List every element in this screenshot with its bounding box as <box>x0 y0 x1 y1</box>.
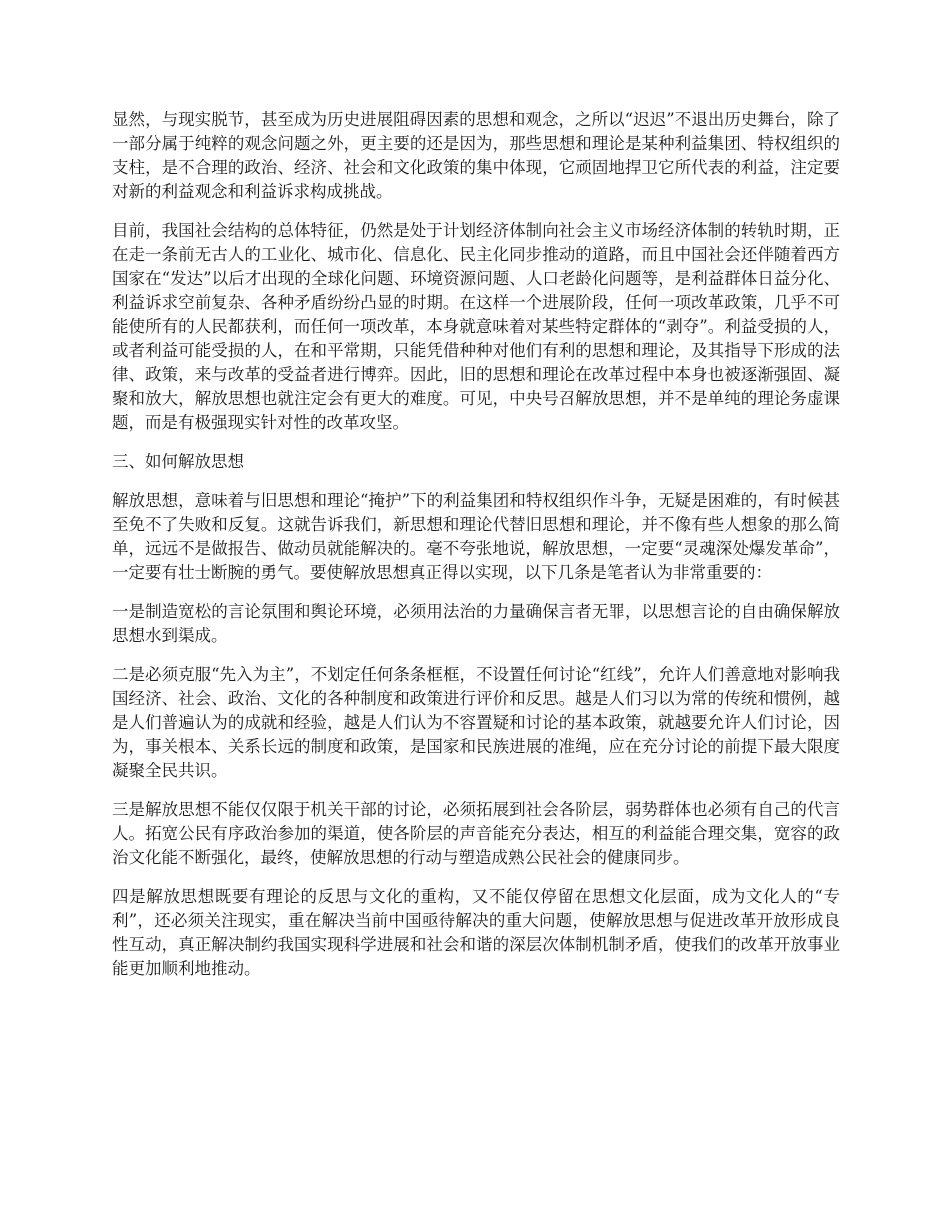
paragraph-1: 显然，与现实脱节，甚至成为历史进展阻碍因素的思想和观念，之所以“迟迟”不退出历史舞台，除了一部分属于纯粹的观念问题之外，更主要的还是因为，那些思想和理论是某种利益集团、特权组织的支柱，是不合理的政治、经济、社会和文化政策的集中体现，它顽固地捍卫它所代表的利益，注定要对新的利益观念和利益诉求构成挑战。 <box>112 110 840 201</box>
paragraph-5: 二是必须克服“先入为主”，不划定任何条条框框，不设置任何讨论“红线”，允许人们善意地对影响我国经济、社会、政治、文化的各种制度和政策进行评价和反思。越是人们习以为常的传统和惯例，越是人们普遍认为的成就和经验，越是人们认为不容置疑和讨论的基本政策，就越要允许人们讨论，因为，事关根本、关系长远的制度和政策，是国家和民族进展的准绳，应在充分讨论的前提下最大限度凝聚全民共识。 <box>112 665 840 780</box>
paragraph-6: 三是解放思想不能仅仅限于机关干部的讨论，必须拓展到社会各阶层，弱势群体也必须有自己的代言人。拓宽公民有序政治参加的渠道，使各阶层的声音能充分表达，相互的利益能合理交集，宽容的政治文化能不断强化，最终，使解放思想的行动与塑造成熟公民社会的健康同步。 <box>112 800 840 867</box>
paragraph-7: 四是解放思想既要有理论的反思与文化的重构，又不能仅停留在思想文化层面，成为文化人的“专利”，还必须关注现实，重在解决当前中国亟待解决的重大问题，使解放思想与促进改革开放形成良性互动，真正解决制约我国实现科学进展和社会和谐的深层次体制机制矛盾，使我们的改革开放事业能更加顺利地推动。 <box>112 887 840 978</box>
paragraph-4: 一是制造宽松的言论氛围和舆论环境，必须用法治的力量确保言者无罪，以思想言论的自由确保解放思想水到渠成。 <box>112 602 840 645</box>
section-heading: 三、如何解放思想 <box>112 452 244 471</box>
document-body <box>112 108 840 996</box>
paragraph-2: 目前，我国社会结构的总体特征，仍然是处于计划经济体制向社会主义市场经济体制的转轨时期，正在走一条前无古人的工业化、城市化、信息化、民主化同步推动的道路，而且中国社会还伴随着西方国家在“发达”以后才出现的全球化问题、环境资源问题、人口老龄化问题等，是利益群体日益分化、利益诉求空前复杂、各种矛盾纷纷凸显的时期。在这样一个进展阶段，任何一项改革政策，几乎不可能使所有的人民都获利，而任何一项改革，本身就意味着对某些特定群体的“剥夺”。利益受损的人，或者利益可能受损的人，在和平常期，只能凭借种种对他们有利的思想和理论，及其指导下形成的法律、政策，来与改革的受益者进行博弈。因此，旧的思想和理论在改革过程中本身也被逐渐强固、凝聚和放大，解放思想也就注定会有更大的难度。可见，中央号召解放思想，并不是单纯的理论务虚课题，而是有极强现实针对性的改革攻坚。 <box>112 221 840 432</box>
paragraph-3: 解放思想，意味着与旧思想和理论“掩护”下的利益集团和特权组织作斗争，无疑是困难的，有时候甚至免不了失败和反复。这就告诉我们，新思想和理论代替旧思想和理论，并不像有些人想象的那么简单，远远不是做报告、做动员就能解决的。毫不夸张地说，解放思想，一定要“灵魂深处爆发革命”，一定要有壮士断腕的勇气。要使解放思想真正得以实现，以下几条是笔者认为非常重要的： <box>112 491 840 582</box>
